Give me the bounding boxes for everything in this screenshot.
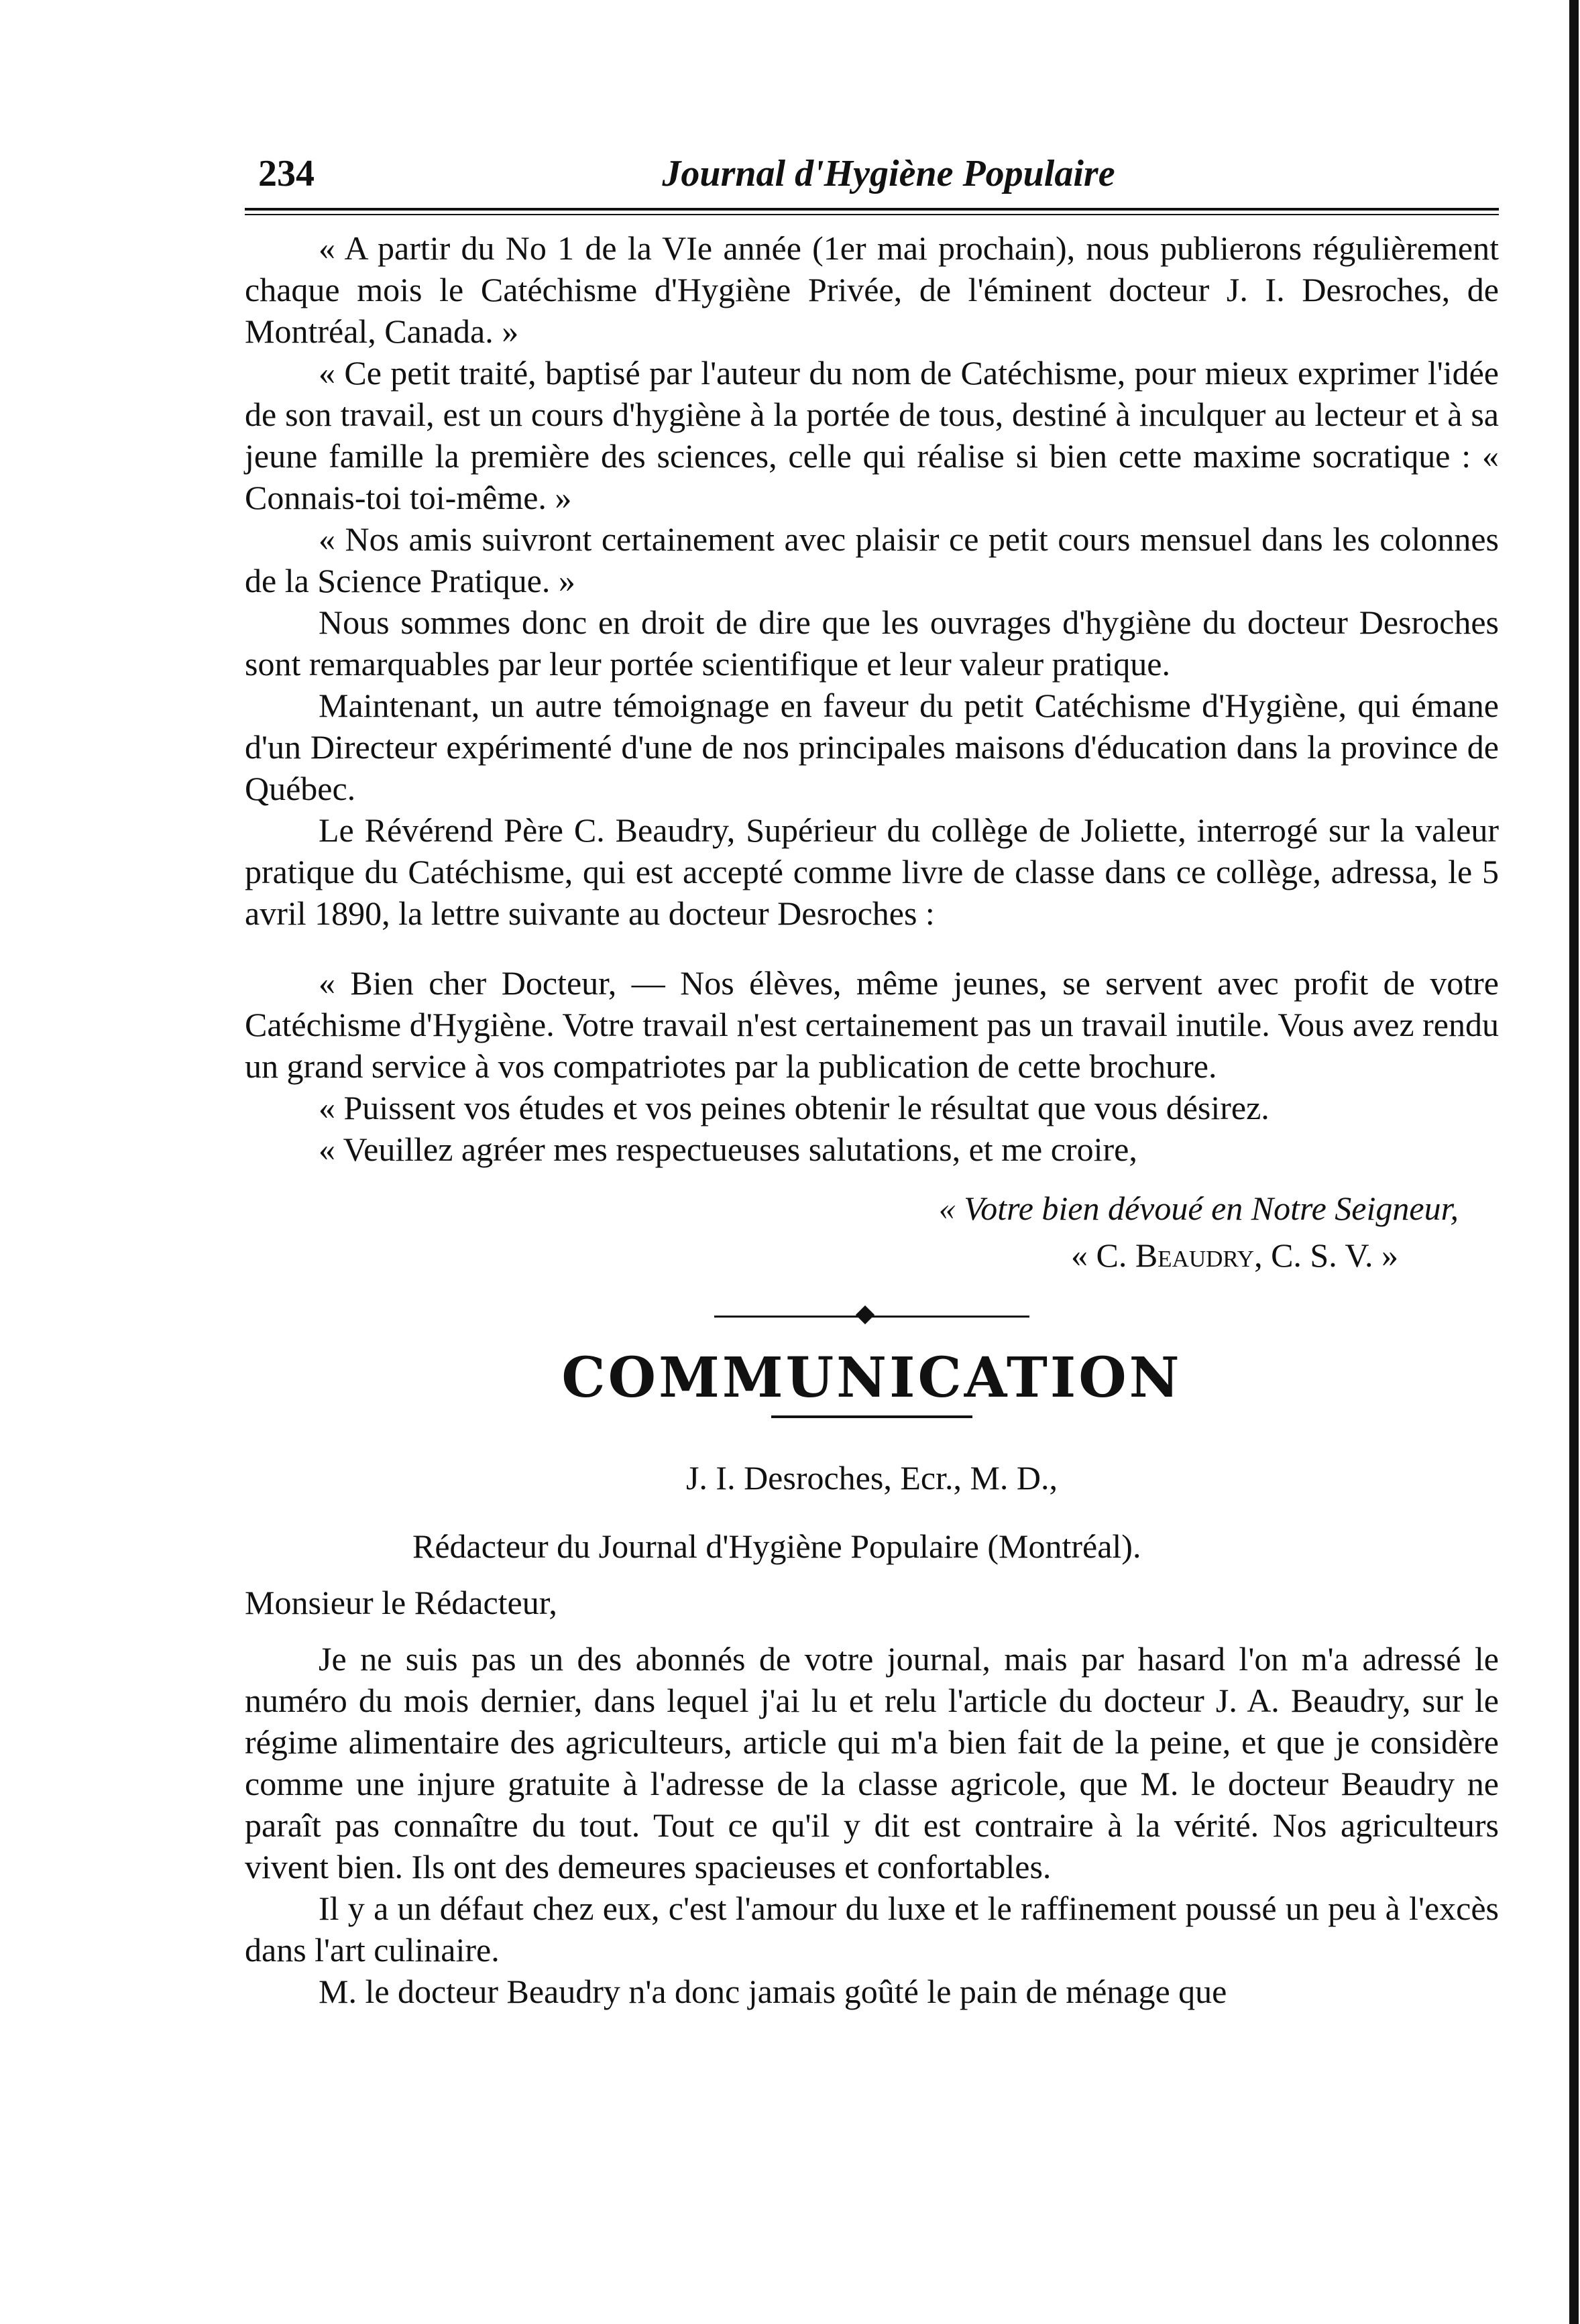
letter-signature: « C. Beaudry, C. S. V. » <box>1070 1236 1398 1274</box>
scan-edge <box>1569 0 1579 2324</box>
paragraph: Il y a un défaut chez eux, c'est l'amour du luxe et le raffinement poussé un peu à l'excès dans l'art culinaire. <box>245 1890 1499 1969</box>
letter-paragraph: « Puissent vos études et vos peines obtenir le résultat que vous désirez. <box>319 1089 1269 1126</box>
paragraph: « Ce petit traité, baptisé par l'auteur du nom de Catéchisme, pour mieux exprimer l'idée de son travail, est un cours d'hygiène à la portée de tous, destiné à inculquer au lecteur et à sa jeune famille la première des sciences, celle qui réalise si bien cette maxime socratique : « Connais-toi toi-même. » <box>245 354 1499 516</box>
paragraph: Maintenant, un autre témoignage en faveur du petit Catéchisme d'Hygiène, qui émane d'un Directeur expérimenté d'une de nos principales maisons d'éducation dans la province de Québec. <box>245 687 1499 807</box>
salutation: Monsieur le Rédacteur, <box>245 1584 557 1621</box>
letter-closing: « Votre bien dévoué en Notre Seigneur, <box>938 1189 1459 1227</box>
header-rule <box>245 208 1499 215</box>
paragraph: M. le docteur Beaudry n'a donc jamais goûté le pain de ménage que <box>319 1973 1227 2010</box>
paragraph: « A partir du No 1 de la VIe année (1er mai prochain), nous publierons régulièrement chaque mois le Catéchisme d'Hygiène Privée, de l'éminent docteur J. I. Desroches, de Montréal, Canada. » <box>245 229 1499 350</box>
paragraph: Nous sommes donc en droit de dire que les ouvrages d'hygiène du docteur Desroches sont remarquables par leur portée scientifique et leur valeur pratique. <box>245 603 1499 683</box>
page-number: 234 <box>258 153 315 194</box>
diamond-ornament-icon <box>856 1305 874 1324</box>
addressee-name: J. I. Desroches, Ecr., M. D., <box>685 1459 1058 1497</box>
page <box>245 144 1499 2012</box>
ornamental-rule <box>714 1314 1029 1319</box>
section-heading: COMMUNICATION <box>561 1346 1182 1410</box>
heading-rule <box>771 1415 972 1418</box>
letter-paragraph: « Veuillez agréer mes respectueuses salutations, et me croire, <box>319 1130 1137 1168</box>
paragraph: « Nos amis suivront certainement avec plaisir ce petit cours mensuel dans les colonnes de la Science Pratique. » <box>245 520 1499 599</box>
paragraph: Je ne suis pas un des abonnés de votre journal, mais par hasard l'on m'a adressé le numéro du mois dernier, dans lequel j'ai lu et relu l'article du docteur J. A. Beaudry, sur le régime alimentaire des agriculteurs, article qui m'a bien fait de la peine, et que je considère comme une injure gratuite à l'adresse de la classe agricole, que M. le docteur Beaudry ne paraît pas connaître du tout. Tout ce qu'il y dit est contraire à la vérité. Nos agriculteurs vivent bien. Ils ont des demeures spacieuses et confortables. <box>245 1640 1499 1885</box>
addressee-title: Rédacteur du Journal d'Hygiène Populaire (Montréal). <box>412 1527 1141 1565</box>
letter-paragraph: « Bien cher Docteur, — Nos élèves, même jeunes, se servent avec profit de votre Catéchisme d'Hygiène. Votre travail n'est certainement pas un travail inutile. Vous avez rendu un grand service à vos compatriotes par la publication de cette brochure. <box>245 964 1499 1085</box>
running-head <box>245 144 1499 208</box>
journal-title: Journal d'Hygiène Populaire <box>662 153 1115 194</box>
paragraph: Le Révérend Père C. Beaudry, Supérieur du collège de Joliette, interrogé sur la valeur pratique du Catéchisme, qui est accepté comme livre de classe dans ce collège, adressa, le 5 avril 1890, la lettre suivante au docteur Desroches : <box>245 811 1499 932</box>
